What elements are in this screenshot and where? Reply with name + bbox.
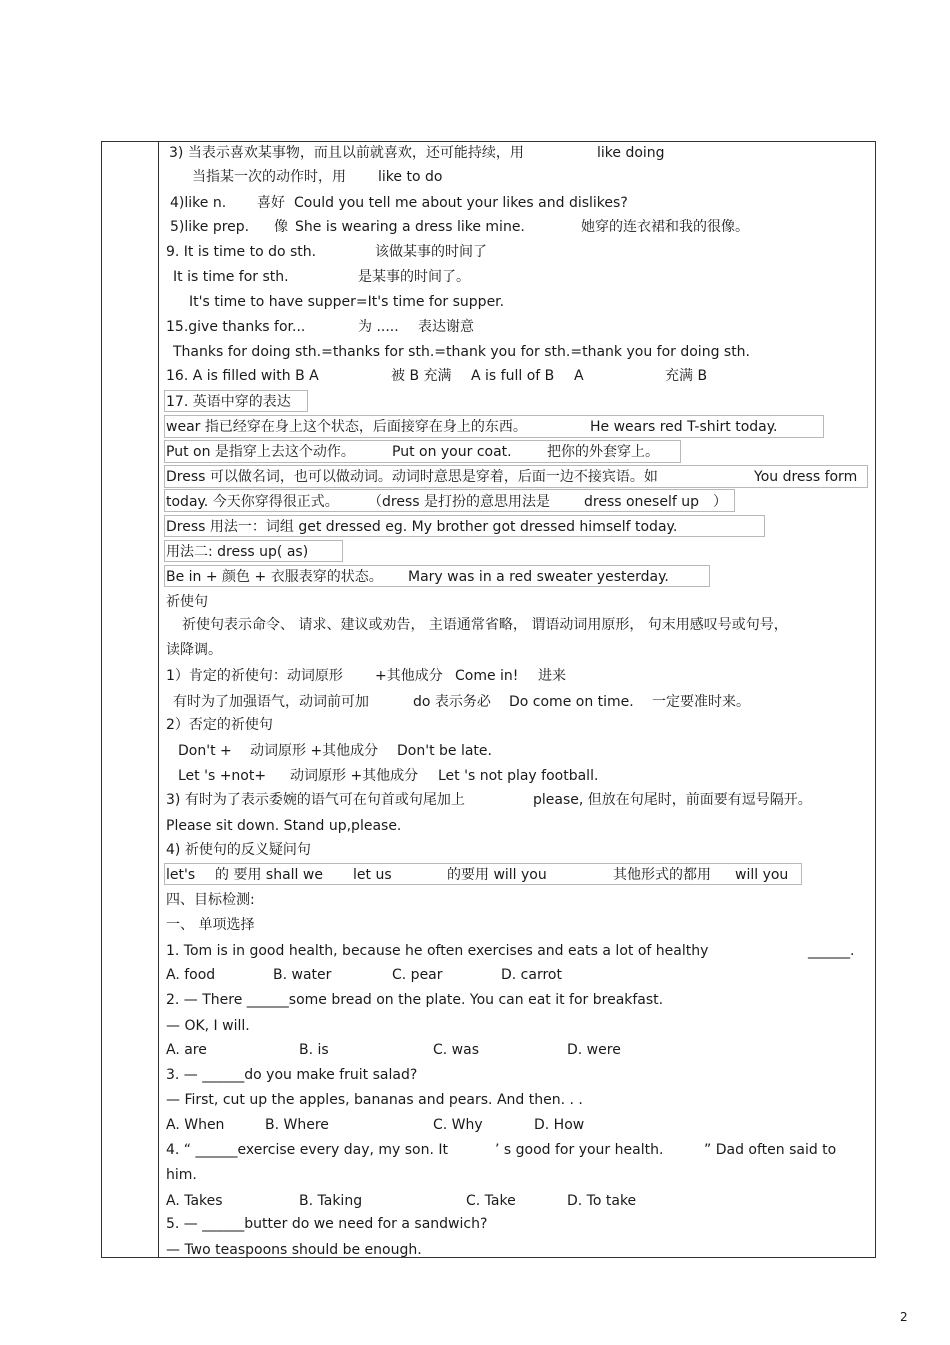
text-line-l26-seg-2: Let 's not play football. [438,768,599,784]
text-line-l34-seg-2: C. pear [392,967,443,983]
text-line-l22-seg-0: 1）肯定的祈使句：动词原形 [166,668,343,684]
text-line-l22-seg-3: 进来 [538,668,566,684]
text-line-l40-seg-0: A. When [166,1117,225,1133]
text-line-l33-seg-1: ______. [808,943,855,959]
text-line-l26-seg-0: Let 's +not+ [178,768,267,784]
text-line-l41-seg-0: 4. “ ______exercise every day, my son. It [166,1142,449,1158]
text-line-l19-seg-0: 祈使句 [166,594,208,610]
text-line-l38-seg-0: 3. — ______do you make fruit salad? [166,1067,418,1083]
text-line-l22-seg-1: +其他成分 [375,668,443,684]
text-line-l10-seg-0: 16. A is filled with B A [166,368,319,384]
text-line-l21-seg-0: 读降调。 [166,642,222,658]
text-line-l30-seg-2: let us [353,867,392,883]
text-line-l34-seg-1: B. water [273,967,332,983]
text-line-l26-seg-1: 动词原形 +其他成分 [290,768,419,784]
text-line-l09-seg-0: Thanks for doing sth.=thanks for sth.=thank you for sth.=thank you for doing sth. [173,344,751,360]
text-line-l04-seg-2: She is wearing a dress like mine. [295,219,525,235]
text-line-l07-seg-0: It's time to have supper=It's time for supper. [189,294,505,310]
text-line-l34-seg-0: A. food [166,967,216,983]
text-line-l15-seg-3: ） [713,494,727,510]
text-line-l24-seg-0: 2）否定的祈使句 [166,717,273,733]
text-line-l15-seg-2: dress oneself up [584,494,699,510]
text-line-l15-seg-1: （dress 是打扮的意思用法是 [368,494,550,510]
text-line-l08-seg-0: 15.give thanks for... [166,319,306,335]
text-line-l23-seg-2: Do come on time. [509,694,634,710]
text-line-l03-seg-2: Could you tell me about your likes and dislikes? [294,195,628,211]
text-line-l11-seg-0: 17. 英语中穿的表达 [166,394,291,410]
text-line-l03-seg-0: 4)like n. [170,195,227,211]
page-number: 2 [900,1310,908,1324]
left-column [102,142,159,1257]
text-line-l10-seg-4: 充满 B [665,368,708,384]
text-line-l25-seg-1: 动词原形 +其他成分 [250,743,379,759]
text-line-l20-seg-0: 祈使句表示命令、 请求、建议或劝告， 主语通常省略， 谓语动词用原形， 句末用感叹号或句号， [182,617,788,633]
text-line-l40-seg-1: B. Where [265,1117,329,1133]
text-line-l12-seg-1: He wears red T-shirt today. [590,419,778,435]
text-line-l43-seg-0: A. Takes [166,1193,223,1209]
text-line-l02-seg-1: like to do [378,169,443,185]
text-line-l43-seg-2: C. Take [466,1193,516,1209]
text-line-l36-seg-0: — OK, I will. [166,1018,250,1034]
text-line-l08-seg-1: 为 ..... [358,319,399,335]
text-line-l25-seg-0: Don't + [178,743,232,759]
text-line-l18-seg-0: Be in + 颜色 + 衣服表穿的状态。 [166,569,383,585]
text-line-l14-seg-1: You dress form [754,469,858,485]
text-line-l43-seg-3: D. To take [567,1193,637,1209]
text-line-l05-seg-1: 该做某事的时间了 [375,244,487,260]
text-line-l40-seg-2: C. Why [433,1117,483,1133]
text-line-l02-seg-0: 当指某一次的动作时，用 [192,169,346,185]
text-line-l01-seg-0: 3) 当表示喜欢某事物，而且以前就喜欢，还可能持续，用 [169,145,524,161]
text-line-l01-seg-1: like doing [597,145,665,161]
text-line-l29-seg-0: 4) 祈使句的反义疑问句 [166,842,311,858]
text-line-l42-seg-0: him. [166,1167,197,1183]
text-line-l30-seg-1: 的 要用 shall we [215,867,323,883]
text-line-l37-seg-0: A. are [166,1042,207,1058]
text-line-l41-seg-2: ” Dad often said to [704,1142,837,1158]
text-line-l12-seg-0: wear 指已经穿在身上这个状态，后面接穿在身上的东西。 [166,419,527,435]
text-line-l30-seg-0: let's [166,867,196,883]
text-line-l10-seg-1: 被 B 充满 [391,368,452,384]
text-line-l05-seg-0: 9. It is time to do sth. [166,244,317,260]
text-line-l33-seg-0: 1. Tom is in good health, because he often exercises and eats a lot of healthy [166,943,709,959]
text-line-l10-seg-2: A is full of B [471,368,555,384]
text-line-l13-seg-1: Put on your coat. [392,444,512,460]
text-line-l17-seg-0: 用法二: dress up( as) [166,544,309,560]
text-line-l41-seg-1: ’ s good for your health. [495,1142,664,1158]
text-line-l22-seg-2: Come in! [455,668,519,684]
text-line-l27-seg-0: 3) 有时为了表示委婉的语气可在句首或句尾加上 [166,792,465,808]
text-line-l14-seg-0: Dress 可以做名词，也可以做动词。动词时意思是穿着，后面一边不接宾语。如 [166,469,658,485]
text-line-l28-seg-0: Please sit down. Stand up,please. [166,818,402,834]
text-line-l03-seg-1: 喜好 [257,195,285,211]
text-line-l10-seg-3: A [574,368,584,384]
text-line-l32-seg-0: 一、 单项选择 [166,917,255,933]
text-line-l18-seg-1: Mary was in a red sweater yesterday. [408,569,669,585]
text-line-l04-seg-3: 她穿的连衣裙和我的很像。 [581,219,749,235]
text-line-l06-seg-0: It is time for sth. [173,269,289,285]
text-line-l04-seg-1: 像 [274,219,288,235]
text-line-l34-seg-3: D. carrot [501,967,562,983]
text-line-l30-seg-4: 其他形式的都用 [613,867,711,883]
text-line-l15-seg-0: today. 今天你穿得很正式。 [166,494,339,510]
text-line-l25-seg-2: Don't be late. [397,743,492,759]
text-line-l40-seg-3: D. How [534,1117,585,1133]
text-line-l35-seg-0: 2. — There ______some bread on the plate. You can eat it for breakfast. [166,992,664,1008]
text-line-l27-seg-1: please, 但放在句尾时，前面要有逗号隔开。 [533,792,812,808]
text-line-l08-seg-2: 表达谢意 [418,319,474,335]
text-line-l23-seg-3: 一定要准时来。 [652,694,750,710]
text-line-l39-seg-0: — First, cut up the apples, bananas and pears. And then. . . [166,1092,583,1108]
text-line-l37-seg-2: C. was [433,1042,479,1058]
text-line-l23-seg-0: 有时为了加强语气，动词前可加 [173,694,369,710]
text-line-l30-seg-5: will you [735,867,789,883]
text-line-l30-seg-3: 的要用 will you [447,867,547,883]
text-line-l13-seg-2: 把你的外套穿上。 [547,444,659,460]
text-line-l23-seg-1: do 表示务必 [413,694,491,710]
text-line-l31-seg-0: 四、目标检测: [166,892,255,908]
text-line-l37-seg-1: B. is [299,1042,329,1058]
text-line-l16-seg-0: Dress 用法一：词组 get dressed eg. My brother got dressed himself today. [166,519,678,535]
text-line-l43-seg-1: B. Taking [299,1193,363,1209]
text-line-l06-seg-1: 是某事的时间了。 [358,269,470,285]
text-line-l04-seg-0: 5)like prep. [170,219,250,235]
text-line-l45-seg-0: — Two teaspoons should be enough. [166,1242,422,1258]
text-line-l13-seg-0: Put on 是指穿上去这个动作。 [166,444,355,460]
text-line-l37-seg-3: D. were [567,1042,621,1058]
text-line-l44-seg-0: 5. — ______butter do we need for a sandwich? [166,1216,488,1232]
